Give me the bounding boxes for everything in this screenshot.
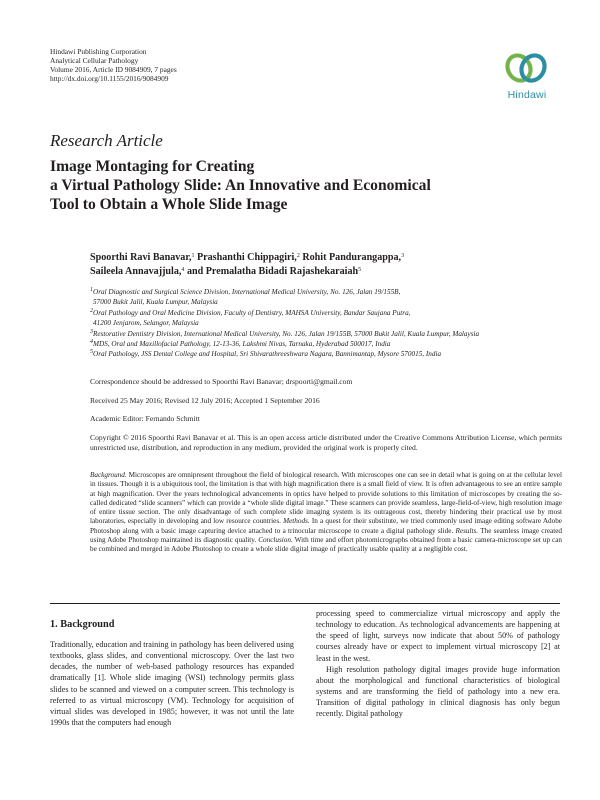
- title-line: Tool to Obtain a Whole Slide Image: [50, 195, 288, 213]
- abstract-label-results: Results.: [455, 526, 479, 535]
- abstract: [90, 471, 562, 555]
- body-paragraph: Traditionally, education and training in pathology has been delivered using textbooks, glass slides, and conventional microscopy. Over the last two decades, the number of web-based pathology resources has expanded dramatically [1]. Whole slide imaging (WSI) technology permits glass slides to be scanned and viewed on a computer screen. This technology is referred to as virtual microscopy (VM). Technology for acquisition of virtual slides was developed in 1985; however, it was not until the late 1990s that the computers had enough: [50, 640, 294, 728]
- journal-name: Analytical Cellular Pathology: [50, 56, 139, 65]
- abstract-label-methods: Methods.: [283, 517, 310, 526]
- title-line: a Virtual Pathology Slide: An Innovative and Economical: [50, 176, 431, 194]
- author-affil-ref: 3: [401, 253, 405, 259]
- logo-wordmark: Hindawi: [507, 89, 547, 101]
- article-title: [50, 158, 560, 214]
- article-type: Research Article: [50, 131, 163, 150]
- article-dates: Received 25 May 2016; Revised 12 July 2016; Accepted 1 September 2016: [90, 396, 320, 405]
- affiliation-list: [90, 287, 570, 360]
- affiliation-item-cont: 57000 Bukit Jalil, Kuala Lumpur, Malaysia: [93, 298, 218, 307]
- volume-info: Volume 2016, Article ID 9084909, 7 pages: [50, 65, 177, 74]
- author-name: Saileela Annavajjula,: [90, 266, 182, 277]
- abstract-results-text: The seamless image created using Adobe Photoshop maintained its diagnostic quality.: [90, 526, 563, 545]
- correspondence-note: Correspondence should be addressed to Spoorthi Ravi Banavar; drspoorti@gmail.com: [90, 377, 353, 386]
- affiliation-item: $^5$Oral Pathology, JSS Dental College and Hospital, Sri Shivarathreeshwara Nagara, Bannimantap, Mysore 570015, India: [90, 349, 442, 359]
- author-affil-ref: 4: [181, 267, 185, 273]
- academic-editor: Academic Editor: Fernando Schmitt: [90, 414, 200, 423]
- abstract-label-conclusion: Conclusion.: [258, 536, 293, 545]
- author-affil-ref: 2: [296, 253, 300, 259]
- abstract-conclusion-text: With time and effort photomicrographs obtained from a basic camera-microscope set up can be combined and merged in Adobe Photoshop to create a whole slide digital image of practically usable quality at a negligible cost.: [90, 536, 563, 554]
- affiliation-item: $^3$Restorative Dentistry Division, International Medical University, No. 126, Jalan 19/155B, 57000 Bukit Jalil, Kuala Lumpur, Malaysia: [90, 328, 480, 338]
- body-column-right: [316, 608, 560, 720]
- author-name: Spoorthi Ravi Banavar,: [90, 252, 192, 263]
- author-affil-ref: 1: [191, 253, 195, 259]
- publisher-name: Hindawi Publishing Corporation: [50, 47, 147, 56]
- affiliation-item: $^1$Oral Diagnostic and Surgical Science Division, International Medical University, No. 126, Jalan 19/155B,: [90, 287, 401, 296]
- author-name: and Premalatha Bidadi Rajashekaraiah: [186, 266, 359, 277]
- copyright-notice: Copyright © 2016 Spoorthi Ravi Banavar et al. This is an open access article distributed under the Creative Commons Attribution License, which permits unrestricted use, distribution, and reproduction in any medium, provided the original work is properly cited.: [90, 433, 562, 452]
- body-column-left: [50, 639, 294, 728]
- abstract-label-background: Background.: [90, 471, 127, 479]
- doi-link[interactable]: http://dx.doi.org/10.1155/2016/9084909: [50, 74, 169, 83]
- section-heading: 1. Background: [50, 619, 115, 630]
- section-divider: [50, 603, 560, 604]
- body-paragraph: processing speed to commercialize virtual microscopy and apply the technology to education. As technological advancements are happening at the speed of light, surveys now indicate that about 50% of pathology courses already have or expect to implement virtual microscopy [2] at least in the west.: [316, 609, 560, 663]
- title-line: Image Montaging for Creating: [50, 158, 255, 175]
- abstract-methods-text: In a quest for their substitute, we tried commonly used image editing software Adobe Photoshop along with a basic image capturing device attached to a trinocular microscope to create a digital pathology slide.: [90, 517, 562, 535]
- author-affil-ref: 5: [358, 267, 362, 273]
- author-list: [90, 251, 560, 279]
- author-name: Rohit Pandurangappa,: [302, 252, 402, 263]
- abstract-background-text: Microscopes are omnipresent throughout the field of biological research. With microscopes one can see in detail what is going on at the cellular level in tissues. Though it is a ubiquitous tool, the limitation is that with high magnification there is a small field of view. It is often advantageous to see an entire sample at high magnification. Over the years technological advancements in optics have helped to provide solutions to this limitation of microscopes by creating the so-called dedicated “slide scanners” which can provide a “whole slide digital image.” These scanners can provide seamless, large-field-of-view, high resolution image of entire tissue section. The only disadvantage of such complete slide imaging system is its outrageous cost, thereby hindering their practical use by most laboratories, especially in developing and low resource countries.: [90, 471, 562, 526]
- affiliation-item: $^2$Oral Pathology and Oral Medicine Division, Faculty of Dentistry, MAHSA University, Bandar Saujana Putra,: [90, 307, 411, 317]
- author-name: Prashanthi Chippagiri,: [196, 252, 297, 263]
- affiliation-item: $^4$MDS, Oral and Maxillofacial Pathology, 12-13-36, Lakshmi Nivas, Tarnaka, Hyderabad 500017, India: [90, 339, 391, 349]
- affiliation-item-cont: 41200 Jenjarom, Selangor, Malaysia: [93, 319, 199, 328]
- body-paragraph: High resolution pathology digital images provide huge information about the morphological and functional characteristics of biological systems and are transforming the field of pathology into a new era. Transition of digital pathology in clinical diagnosis has only begun recently. Digital pathology: [316, 664, 560, 719]
